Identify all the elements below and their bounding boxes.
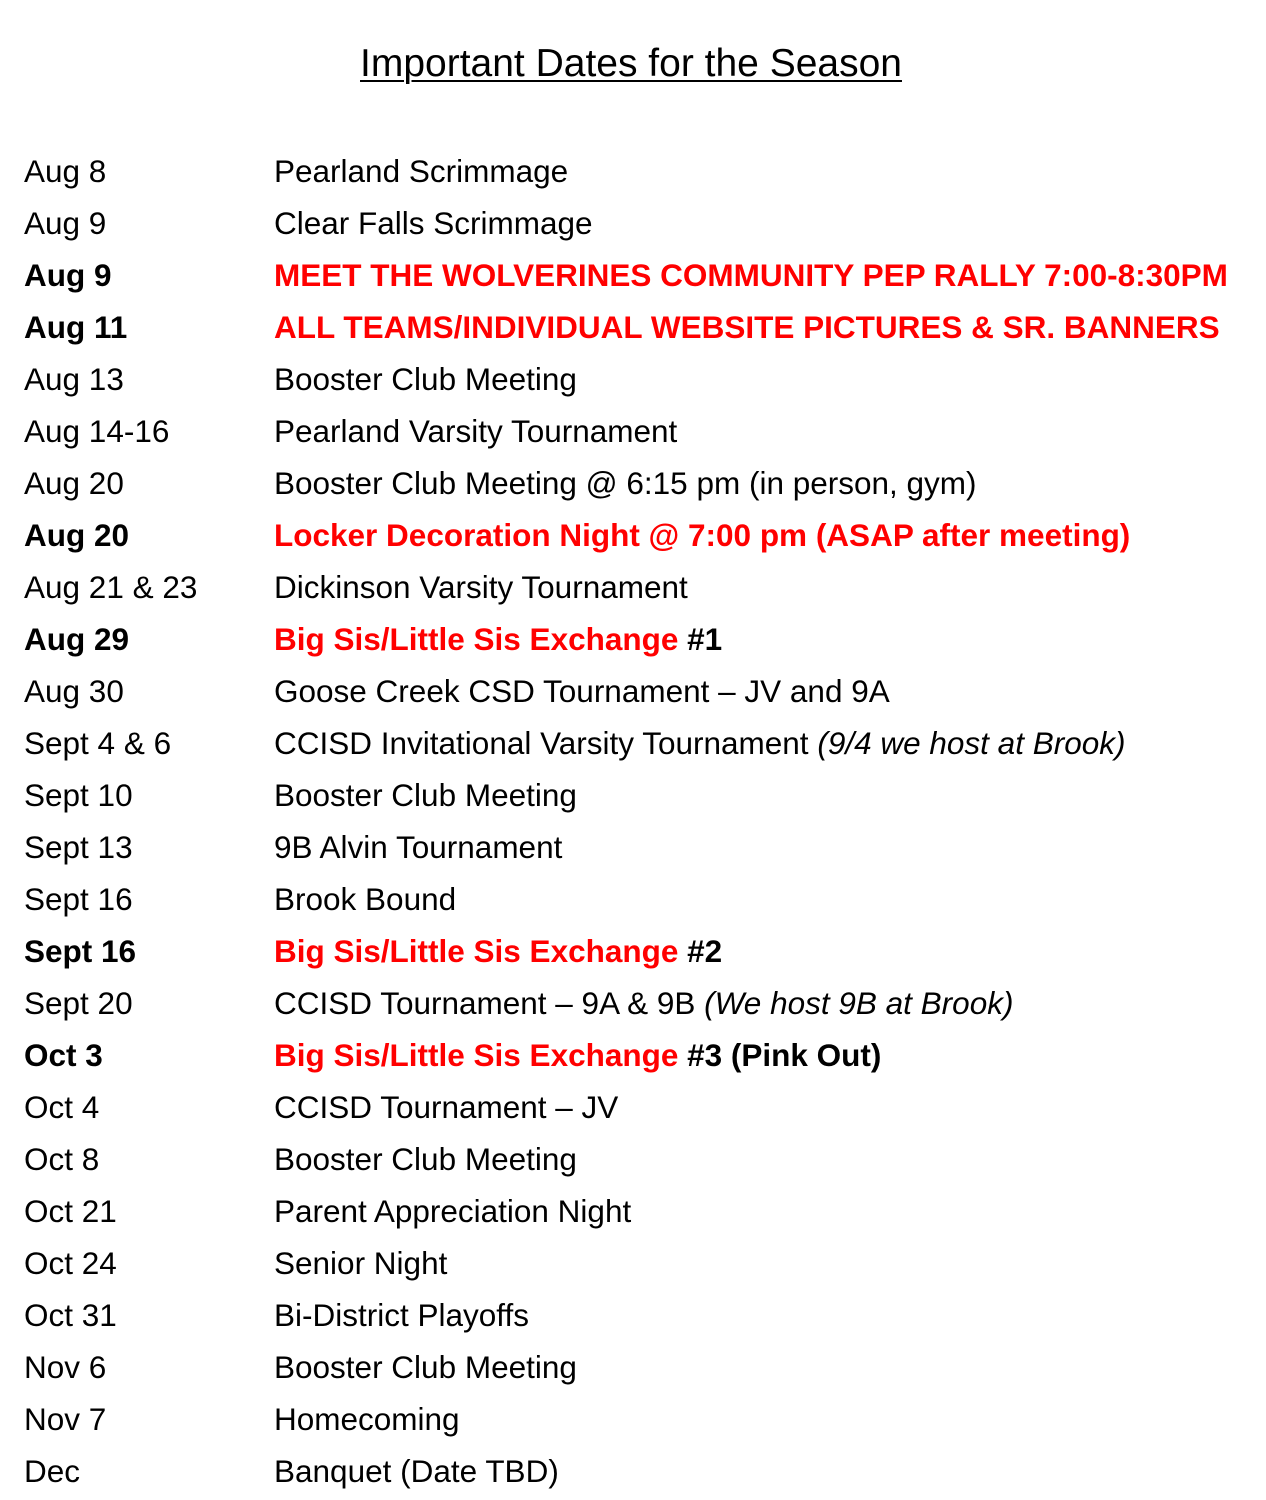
list-item: [24, 1393, 1254, 1445]
event-name: Pearland Varsity Tournament: [274, 412, 678, 449]
event-date: Aug 9: [24, 256, 112, 293]
event-name: [274, 621, 1254, 658]
event-date: Aug 8: [24, 152, 107, 189]
event-name: Parent Appreciation Night: [274, 1192, 632, 1229]
list-item: [24, 1133, 1254, 1185]
event-suffix: #1: [678, 620, 723, 657]
event-name: [274, 985, 1254, 1022]
list-item: [24, 561, 1254, 613]
list-item: [24, 1185, 1254, 1237]
list-item: [24, 873, 1254, 925]
event-name: Booster Club Meeting: [274, 1140, 577, 1177]
list-item-highlighted: [24, 925, 1254, 977]
event-date: Oct 8: [24, 1140, 100, 1177]
event-name: ALL TEAMS/INDIVIDUAL WEBSITE PICTURES & SR. BANNERS: [274, 308, 1220, 345]
event-date: Nov 7: [24, 1400, 107, 1437]
event-note: (We host 9B at Brook): [704, 984, 1014, 1021]
event-name: Booster Club Meeting: [274, 1348, 577, 1385]
event-name: Brook Bound: [274, 880, 457, 917]
event-date: Oct 4: [24, 1088, 100, 1125]
event-name: CCISD Tournament – JV: [274, 1088, 619, 1125]
event-date: Aug 9: [24, 204, 107, 241]
list-item: [24, 145, 1254, 197]
event-name: Booster Club Meeting @ 6:15 pm (in person, gym): [274, 464, 977, 501]
event-name: [274, 1037, 1254, 1074]
event-name: Bi-District Playoffs: [274, 1296, 529, 1333]
list-item: [24, 821, 1254, 873]
event-date: Aug 30: [24, 672, 124, 709]
list-item: [24, 1341, 1254, 1393]
list-item-highlighted: [24, 249, 1254, 301]
event-date: Oct 31: [24, 1296, 117, 1333]
list-item: [24, 405, 1254, 457]
event-name: Senior Night: [274, 1244, 448, 1281]
list-item: [24, 977, 1254, 1029]
list-item-highlighted: [24, 1029, 1254, 1081]
event-suffix: #3 (Pink Out): [678, 1036, 882, 1073]
event-date: Oct 21: [24, 1192, 117, 1229]
event-date: Aug 13: [24, 360, 124, 397]
event-date: Aug 21 & 23: [24, 568, 198, 605]
event-name: Banquet (Date TBD): [274, 1452, 559, 1489]
event-name: [274, 933, 1254, 970]
list-item: [24, 769, 1254, 821]
event-date: Sept 4 & 6: [24, 724, 172, 761]
list-item: [24, 665, 1254, 717]
event-date: Aug 11: [24, 308, 128, 345]
list-item-highlighted: [24, 301, 1254, 353]
event-name: Goose Creek CSD Tournament – JV and 9A: [274, 672, 890, 709]
event-date: Nov 6: [24, 1348, 107, 1385]
event-name: MEET THE WOLVERINES COMMUNITY PEP RALLY 7:00-8:30PM: [274, 256, 1228, 293]
list-item: [24, 1237, 1254, 1289]
event-name: [274, 725, 1254, 762]
event-name: Booster Club Meeting: [274, 360, 577, 397]
event-date: Oct 24: [24, 1244, 117, 1281]
list-item-highlighted: [24, 509, 1254, 561]
event-name: Locker Decoration Night @ 7:00 pm (ASAP after meeting): [274, 516, 1131, 553]
list-item: [24, 1289, 1254, 1341]
event-text: CCISD Tournament – 9A & 9B: [274, 984, 705, 1021]
event-date: Aug 29: [24, 620, 130, 657]
event-name: Clear Falls Scrimmage: [274, 204, 593, 241]
event-date: Sept 20: [24, 984, 133, 1021]
list-item: [24, 197, 1254, 249]
list-item-highlighted: [24, 613, 1254, 665]
event-note: (9/4 we host at Brook): [817, 724, 1126, 761]
event-date: Dec: [24, 1452, 81, 1489]
event-date: Oct 3: [24, 1036, 103, 1073]
list-item: [24, 457, 1254, 509]
event-suffix: #2: [678, 932, 723, 969]
event-highlight: Big Sis/Little Sis Exchange: [274, 620, 679, 657]
list-item: [24, 353, 1254, 405]
schedule-list: [24, 145, 1254, 1497]
event-date: Sept 16: [24, 880, 133, 917]
event-date: Sept 10: [24, 776, 133, 813]
event-text: CCISD Invitational Varsity Tournament: [274, 724, 818, 761]
event-name: Dickinson Varsity Tournament: [274, 568, 688, 605]
event-date: Aug 20: [24, 516, 130, 553]
event-date: Aug 20: [24, 464, 124, 501]
event-highlight: Big Sis/Little Sis Exchange: [274, 1036, 679, 1073]
event-name: 9B Alvin Tournament: [274, 828, 563, 865]
event-name: Homecoming: [274, 1400, 460, 1437]
event-highlight: Big Sis/Little Sis Exchange: [274, 932, 679, 969]
event-date: Sept 16: [24, 932, 137, 969]
event-date: Sept 13: [24, 828, 133, 865]
list-item: [24, 717, 1254, 769]
list-item: [24, 1081, 1254, 1133]
event-date: Aug 14-16: [24, 412, 170, 449]
page-title: Important Dates for the Season: [360, 42, 902, 85]
list-item: [24, 1445, 1254, 1497]
event-name: Booster Club Meeting: [274, 776, 577, 813]
event-name: Pearland Scrimmage: [274, 152, 569, 189]
